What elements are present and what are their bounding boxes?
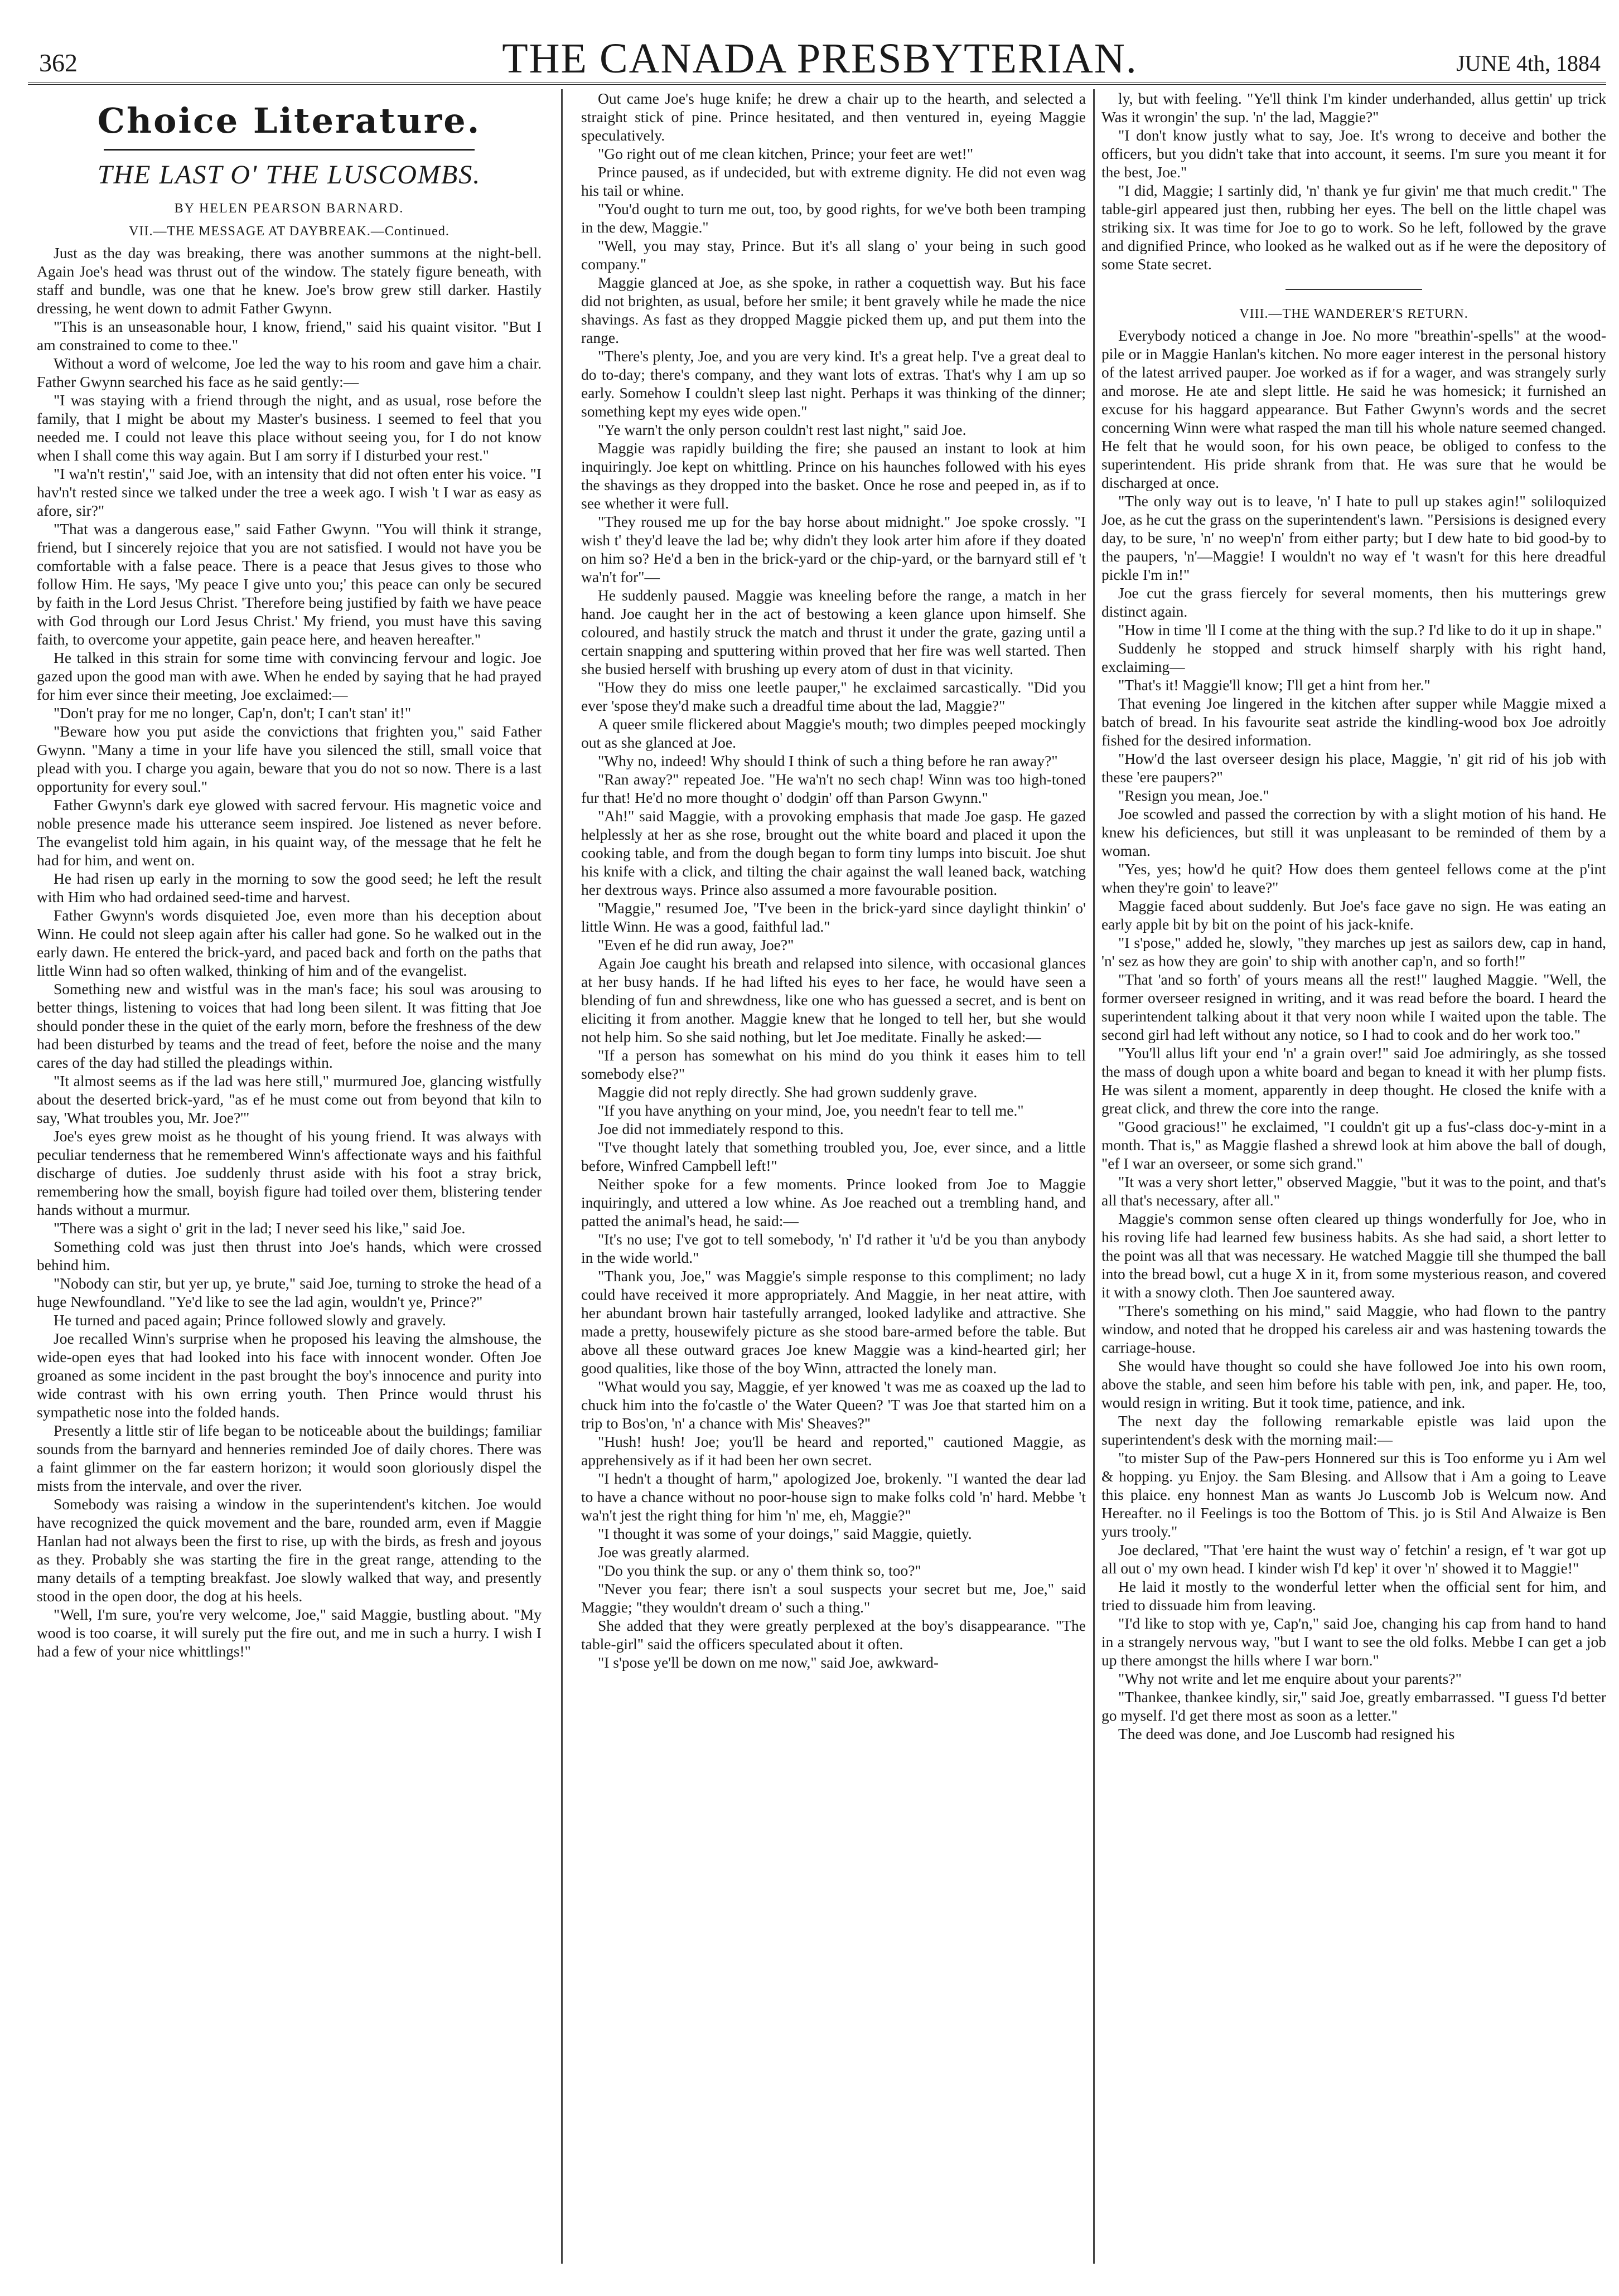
paragraph: "How'd the last overseer design his place, Maggie, 'n' git rid of his job with these 'ere paupers?" [1101,750,1606,786]
paragraph: That evening Joe lingered in the kitchen after supper while Maggie mixed a batch of bread. In his favourite seat astride the kindling-wood box Joe adroitly fished for the desired information. [1101,695,1606,749]
paragraph: "Ah!" said Maggie, with a provoking emphasis that made Joe gasp. He gazed helplessly at her as she rose, brought out the white board and placed it upon the cooking table, and from the dough began to form tiny lumps into biscuit. Joe shut his knife with a click, and tilting the chair against the wall leaned back, watching her dextrous ways. Prince also assumed a more favourable position. [581,807,1086,898]
paragraph: "What would you say, Maggie, ef yer knowed 't was me as coaxed up the lad to chuck him into the fo'castle o' the Water Queen? 'T was Joe that started him on a trip to Bos'on, 'n' a chance with Mis' Sheaves?" [581,1378,1086,1432]
page-header [33,13,1606,86]
header-rule [28,83,1606,85]
story-title: THE LAST O' THE LUSCOMBS. [97,160,481,190]
paragraph: Just as the day was breaking, there was another summons at the night-bell. Again Joe's head was thrust out of the window. The stately figure beneath, with staff and bundle, was one that he knew. Joe's brow grew still darker. Hastily dressing, he went down to admit Father Gwynn. [37,244,542,317]
paragraph: Joe scowled and passed the correction by with a slight motion of his hand. He knew his deficiences, but still it was unpleasant to be reminded of them by a woman. [1101,805,1606,859]
paragraph: "I s'pose ye'll be down on me now," said Joe, awkward- [598,1654,939,1671]
paragraph: The deed was done, and Joe Luscomb had resigned his [1118,1725,1455,1742]
paragraph: Out came Joe's huge knife; he drew a chair up to the hearth, and selected a straight stick of pine. Prince hesitated, and then ventured in, eyeing Maggie speculatively. [581,90,1086,144]
paragraph: Maggie faced about suddenly. But Joe's face gave no sign. He was eating an early apple bit by bit on the point of his jack-knife. [1101,897,1606,933]
paragraph: "Hush! hush! Joe; you'll be heard and reported," cautioned Maggie, as apprehensively as if it had been her own secret. [581,1433,1086,1469]
heading-rule [104,149,475,151]
paragraph: "Go right out of me clean kitchen, Prince; your feet are wet!" [598,145,974,162]
paragraph: "Ye warn't the only person couldn't rest last night," said Joe. [598,421,966,438]
paragraph: Presently a little stir of life began to be noticeable about the buildings; familiar sounds from the barnyard and henneries reminded Joe of daily chores. There was a faint glimmer on the far eastern horizon; it would soon gloriously dispel the mists from the intervale, and over the river. [37,1422,542,1494]
paragraph: Maggie did not reply directly. She had grown suddenly grave. [598,1083,978,1101]
byline: BY HELEN PEARSON BARNARD. [174,201,404,216]
paragraph: "Well, you may stay, Prince. But it's all slang o' your being in such good company." [581,237,1086,273]
paragraph: The next day the following remarkable epistle was laid upon the superintendent's desk with the morning mail:— [1101,1412,1606,1448]
paragraph: "That was a dangerous ease," said Father Gwynn. "You will think it strange, friend, but I sincerely rejoice that you are not satisfied. I would not have you be comfortable with a false peace. There is a peace that Jesus gives to those who follow Him. He says, 'My peace I give unto you;' this peace can only be secured by faith in the Lord Jesus Christ. 'Therefore being justified by faith we have peace with God through our Lord Jesus Christ.' My friend, you must have this saving faith, to overcome your appetite, gain peace here, and heaven hereafter." [37,520,542,648]
paragraph: Something new and wistful was in the man's face; his soul was arousing to better things, listening to voices that had long been silent. It was fitting that Joe should ponder these in the quiet of the early morn, before the freshness of the dew had been disturbed by teams and the tread of feet, before the noise and the many cares of the day had stilled the pleadings within. [37,980,542,1071]
paragraph: Maggie's common sense often cleared up things wonderfully for Joe, who in his roving life had learned few business habits. As she had said, a short letter to the point was all that was necessary. He watched Maggie till she thumped the ball into the bread bowl, cut a huge X in it, from some mysterious reason, and covered it with a snowy cloth. Then Joe sauntered away. [1101,1210,1606,1301]
chapter-rule [1285,289,1422,290]
paragraph: "It was a very short letter," observed Maggie, "but it was to the point, and that's all that's necessary, after all." [1101,1173,1606,1209]
paragraph: Something cold was just then thrust into Joe's hands, which were crossed behind him. [37,1238,542,1273]
paragraph: "Yes, yes; how'd he quit? How does them genteel fellows come at the p'int when they're goin' to leave?" [1101,860,1606,896]
paragraph: Joe did not immediately respond to this. [598,1120,844,1137]
paragraph: "Do you think the sup. or any o' them think so, too?" [598,1562,921,1579]
paragraph: "Don't pray for me no longer, Cap'n, don't; I can't stan' it!" [54,704,412,721]
paragraph: "That 'and so forth' of yours means all the rest!" laughed Maggie. "Well, the former overseer resigned in writing, and it was read before the board. I heard the superintendent talking about it that very noon while I waited upon the table. The second girl had left without any notice, so I had to cook and do her work too." [1101,971,1606,1043]
paragraph: "Ran away?" repeated Joe. "He wa'n't no sech chap! Winn was too high-toned fur that! He'd no more thought o' dodgin' off than Parson Gwynn." [581,771,1086,806]
paragraph: ly, but with feeling. "Ye'll think I'm kinder underhanded, allus gettin' up trick Was it wrongin' the sup. 'n' the lad, Maggie?" [1101,90,1606,125]
paragraph: He talked in this strain for some time with convincing fervour and logic. Joe gazed upon the good man with awe. When he ended by saying that he had prayed for him ever since their meeting, Joe exclaimed:— [37,649,542,703]
paragraph: "I'd like to stop with ye, Cap'n," said Joe, changing his cap from hand to hand in a strangely nervous way, "but I want to see the old folks. Mebbe I can get a job up there amongst the hills where I war born." [1101,1615,1606,1669]
paragraph: Neither spoke for a few moments. Prince looked from Joe to Maggie inquiringly, and uttered a low whine. As Joe reached out a trembling hand, and patted the animal's head, he said:— [581,1175,1086,1229]
paragraph: Suddenly he stopped and struck himself sharply with his right hand, exclaiming— [1101,640,1606,675]
paragraph: "to mister Sup of the Paw-pers Honnered sur this is Too enforme yu i Am wel & hopping. yu Enjoy. the Sam Blesing. and Allsow that i Am a going to Leave this plaice. eny honnest Man as wants Jo Luscomb Job is Welcum now. And Hereafter. no il Feelings is too the Bottom of This. jo is Stil And Alwaize is Ben yurs trooly." [1101,1449,1606,1540]
paragraph: She added that they were greatly perplexed at the boy's disappearance. "The table-girl" said the officers speculated about it often. [581,1617,1086,1653]
paragraph: "Why no, indeed! Why should I think of such a thing before he ran away?" [598,752,1058,769]
paragraph: Joe declared, "That 'ere haint the wust way o' fetchin' a resign, ef 't war got up all out o' my own head. I kinder wish I'd kep' it over 'n' showed it to Maggie!" [1101,1541,1606,1577]
paragraph: "They roused me up for the bay horse about midnight." Joe spoke crossly. "I wish t' they'd leave the lad be; why didn't they look arter him afore if they doated on him so? He'd a ben in the brick-yard or the chip-yard, or the barnyard still ef 't wa'n't for"— [581,513,1086,585]
column-divider [561,89,563,2264]
paragraph: "I s'pose," added he, slowly, "they marches up jest as sailors dew, cap in hand, 'n' sez as how they are goin' to ship with another cap'n, and so forth!" [1101,934,1606,970]
paragraph: "You'll allus lift your end 'n' a grain over!" said Joe admiringly, as she tossed the mass of dough upon a white board and began to knead it with her plump fists. He was silent a moment, apparently in deep thought. He closed the knife with a great click, and threw the core into the range. [1101,1044,1606,1117]
paragraph: "I've thought lately that something troubled you, Joe, ever since, and a little before, Winfred Campbell left!" [581,1139,1086,1174]
paragraph: "There's something on his mind," said Maggie, who had flown to the pantry window, and noted that he dropped his careless air and was hastening towards the carriage-house. [1101,1302,1606,1356]
paragraph: "It almost seems as if the lad was here still," murmured Joe, glancing wistfully about the deserted brick-yard, "as ef he must come out from beyond that kiln to say, 'What troubles you, Mr. Joe?'" [37,1072,542,1126]
paragraph: He turned and paced again; Prince followed slowly and gravely. [54,1311,446,1329]
paragraph: Father Gwynn's words disquieted Joe, even more than his deception about Winn. He could not sleep again after his caller had gone. So he walked out in the early dawn. He entered the brick-yard, and paced back and forth on the paths that little Winn had so often walked, thinking of him and of the evangelist. [37,907,542,979]
paragraph: Without a word of welcome, Joe led the way to his room and gave him a chair. Father Gwynn searched his face as he said gently:— [37,355,542,390]
newspaper-title: THE CANADA PRESBYTERIAN. [502,35,1138,82]
paragraph: "If a person has somewhat on his mind do you think it eases him to tell somebody else?" [581,1047,1086,1082]
column-2 [581,89,1086,2264]
paragraph: "That's it! Maggie'll know; I'll get a hint from her." [1118,676,1430,694]
paragraph: "If you have anything on your mind, Joe, you needn't fear to tell me." [598,1102,1024,1119]
paragraph: "Thank you, Joe," was Maggie's simple response to this compliment; no lady could have received it more appropriately. And Maggie, in her neat attire, with her abundant brown hair tastefully arranged, looked ladylike and attractive. She made a pretty, housewifely picture as she stood bare-armed before the table. But above all these outward graces Joe knew Maggie was a kind-hearted girl; her good qualities, like those of the boy Winn, attracted the lonely man. [581,1267,1086,1377]
paragraph: "I thought it was some of your doings," said Maggie, quietly. [598,1525,972,1542]
paragraph: Maggie glanced at Joe, as she spoke, in rather a coquettish way. But his face did not brighten, as usual, before her smile; it bent gravely while he made the nice shavings. As fast as they dropped Maggie picked them up, and put them into the range. [581,274,1086,346]
chapter-heading: VII.—THE MESSAGE AT DAYBREAK.—Continued. [129,224,450,239]
paragraph: "Beware how you put aside the convictions that frighten you," said Father Gwynn. "Many a time in your life have you silenced the still, small voice that plead with you. I charge you again, beware that you do not so now. There is a last opportunity for every soul." [37,723,542,795]
paragraph: "Resign you mean, Joe." [1118,787,1269,804]
paragraph: "I hedn't a thought of harm," apologized Joe, brokenly. "I wanted the dear lad to have a chance without no poor-house sign to make folks cold 'n' hard. Mebbe 't wa'n't jest the right thing for him 'n' me, eh, Maggie?" [581,1470,1086,1524]
paragraph: "How in time 'll I come at the thing with the sup.? I'd like to do it up in shape." [1118,621,1602,638]
paragraph: A queer smile flickered about Maggie's mouth; two dimples peeped mockingly out as she glanced at Joe. [581,715,1086,751]
paragraph: "Never you fear; there isn't a soul suspects your secret but me, Joe," said Maggie; "they wouldn't dream o' such a thing." [581,1580,1086,1616]
paragraph: "There's plenty, Joe, and you are very kind. It's a great help. I've a great deal to do to-day; there's company, and they want lots of extras. That's why I am up so early. Somehow I couldn't sleep last night. Perhaps it was thinking of the dinner; something kept my eyes wide open." [581,347,1086,420]
paragraph: Somebody was raising a window in the superintendent's kitchen. Joe would have recognized the quick movement and the bare, rounded arm, even if Maggie Hanlan had not always been the first to rise, up with the birds, as fresh and joyous as they. Probably she was starting the fire in the great range, attending to the many details of a tempting breakfast. Joe slowly walked that way, and presently stood in the open door, the dog at his heels. [37,1495,542,1605]
paragraph: Prince paused, as if undecided, but with extreme dignity. He did not even wag his tail or whine. [581,163,1086,199]
paragraph: "Good gracious!" he exclaimed, "I couldn't git up a fus'-class doc-y-mint in a month. That is," as Maggie flashed a shrewd look at him above the ball of dough, "ef I war an overseer, or some sich grand." [1101,1118,1606,1172]
column-divider [1093,89,1095,2264]
paragraph: "Maggie," resumed Joe, "I've been in the brick-yard since daylight thinkin' o' little Winn. He was a good, faithful lad." [581,899,1086,935]
paragraph: "Well, I'm sure, you're very welcome, Joe," said Maggie, bustling about. "My wood is too coarse, it will surely put the fire out, and me in such a hurry. I wish I had a few of your nice whittlings!" [37,1606,542,1660]
paragraph: "I don't know justly what to say, Joe. It's wrong to deceive and bother the officers, but you didn't take that into account, it seems. I'm sure you meant it for the best, Joe." [1101,127,1606,181]
column-3-body [1101,326,1606,1743]
paragraph: Joe was greatly alarmed. [598,1543,750,1561]
paragraph: "It's no use; I've got to tell somebody, 'n' I'd rather it 'u'd be you than anybody in the wide world." [581,1231,1086,1266]
paragraph: "There was a sight o' grit in the lad; I never seed his like," said Joe. [54,1219,466,1237]
issue-date: JUNE 4th, 1884 [1456,51,1601,76]
department-heading: Choice Literature. [97,100,481,141]
column-3 [1101,89,1606,2264]
paragraph: "This is an unseasonable hour, I know, friend," said his quaint visitor. "But I am constrained to come to thee." [37,318,542,353]
paragraph: He had risen up early in the morning to sow the good seed; he left the result with Him who had ordained seed-time and harvest. [37,870,542,905]
paragraph: "Why not write and let me enquire about your parents?" [1118,1670,1462,1687]
paragraph: "Even ef he did run away, Joe?" [598,936,794,953]
paragraph: Maggie was rapidly building the fire; she paused an instant to look at him inquiringly. Joe kept on whittling. Prince on his haunches followed with his eyes the shavings as they dropped into the basket. Once he rose and peeped in, as if to see whether it were full. [581,439,1086,512]
paragraph: Everybody noticed a change in Joe. No more "breathin'-spells" at the wood-pile or in Maggie Hanlan's kitchen. No more eager interest in the personal history of the latest arrived pauper. Joe worked as if for a wager, and was strangely surly and morose. He ate and slept little. He said he was homesick; it furnished an excuse for his haggard appearance. But Father Gwynn's words and the secret concerning Winn were what rasped the man till his whole nature seemed changed. He felt that he would soon, for his own peace, be obliged to confess to the superintendent. His pride shrank from that. He was sure that he would be discharged at once. [1101,327,1606,491]
page-number: 362 [39,49,78,77]
paragraph: Father Gwynn's dark eye glowed with sacred fervour. His magnetic voice and noble presence made his utterance seem inspired. Joe listened as never before. The evangelist told him again, in his quaint way, of the message that he felt he had for him, and went on. [37,796,542,869]
paragraph: Joe's eyes grew moist as he thought of his young friend. It was always with peculiar tenderness that he remembered Winn's affectionate ways and his faithful discharge of duties. Joe suddenly thrust aside with his foot a stray brick, remembering how the small, boyish figure had toiled over them, blistering tender hands without a murmur. [37,1127,542,1218]
column-2-body [581,89,1086,1672]
paragraph: He laid it mostly to the wonderful letter when the official sent for him, and tried to dissuade him from leaving. [1101,1578,1606,1614]
paragraph: He suddenly paused. Maggie was kneeling before the range, a match in her hand. Joe caught her in the act of bestowing a keen glance upon himself. She coloured, and hastily struck the match and thrust it under the grate, gazing until a certain snapping and sputtering within proved that her fire was well started. Then she busied herself with brushing up every atom of dust in that vicinity. [581,587,1086,677]
paragraph: Joe recalled Winn's surprise when he proposed his leaving the almshouse, the wide-open eyes that had looked into his face with innocent wonder. Often Joe groaned as some incident in the past brought the boy's innocence and purity into wide contrast with his own erring youth. Then Prince would thrust his sympathetic nose into the folded hands. [37,1330,542,1421]
paragraph: "You'd ought to turn me out, too, by good rights, for we've both been tramping in the dew, Maggie." [581,200,1086,236]
paragraph: "How they do miss one leetle pauper," he exclaimed sarcastically. "Did you ever 'spose they'd make such a dreadful time about the lad, Maggie?" [581,679,1086,714]
chapter-heading: VIII.—THE WANDERER'S RETURN. [1239,307,1468,321]
paragraph: "I was staying with a friend through the night, and as usual, rose before the family, that I might be about my Master's business. I seemed to feel that you needed me. I could not leave this place without seeing you, for I do not know when I shall come this way again. But I am sorry if I disturbed your rest." [37,391,542,464]
column-3-body [1101,89,1606,273]
paragraph: "I wa'n't restin'," said Joe, with an intensity that did not often enter his voice. "I hav'n't rested since we talked under the tree a week ago. I wish 't I war as easy as afore, sir?" [37,465,542,519]
paragraph: She would have thought so could she have followed Joe into his own room, above the stable, and seen him before his table with pen, ink, and paper. He, too, would resign in writing. But it took time, patience, and ink. [1101,1357,1606,1411]
paragraph: "The only way out is to leave, 'n' I hate to pull up stakes agin!" soliloquized Joe, as he cut the grass on the superintendent's lawn. "Persisions is designed every day, to be sure, 'n' no weep'n' from either party; but I dew hate to bid good-by to the paupers, 'n'—Maggie! I wouldn't no way ef 't wasn't for this here dreadful pickle I'm in!" [1101,492,1606,583]
column-1-body [37,244,542,1660]
paragraph: Joe cut the grass fiercely for several moments, then his mutterings grew distinct again. [1101,584,1606,620]
column-1 [37,89,542,2264]
paragraph: "Nobody can stir, but yer up, ye brute," said Joe, turning to stroke the head of a huge Newfoundland. "Ye'd like to see the lad agin, wouldn't ye, Prince?" [37,1275,542,1310]
paragraph: "I did, Maggie; I sartinly did, 'n' thank ye fur givin' me that much credit." The table-girl appeared just then, rubbing her eyes. The bell on the little chapel was striking six. It was time for Joe to go to work. So he left, followed by the grave and dignified Prince, who looked as he walked out as if he were the depository of some State secret. [1101,182,1606,273]
paragraph: "Thankee, thankee kindly, sir," said Joe, greatly embarrassed. "I guess I'd better go myself. I'd get there most as soon as a letter." [1101,1688,1606,1724]
paragraph: Again Joe caught his breath and relapsed into silence, with occasional glances at her busy hands. If he had lifted his eyes to her face, he would have seen a blending of fun and shrewdness, like one who has guessed a secret, and is bent on eliciting it from another. Maggie knew that he longed to tell her, but she would not help him. So she said nothing, but let Joe meditate. Finally he asked:— [581,955,1086,1045]
